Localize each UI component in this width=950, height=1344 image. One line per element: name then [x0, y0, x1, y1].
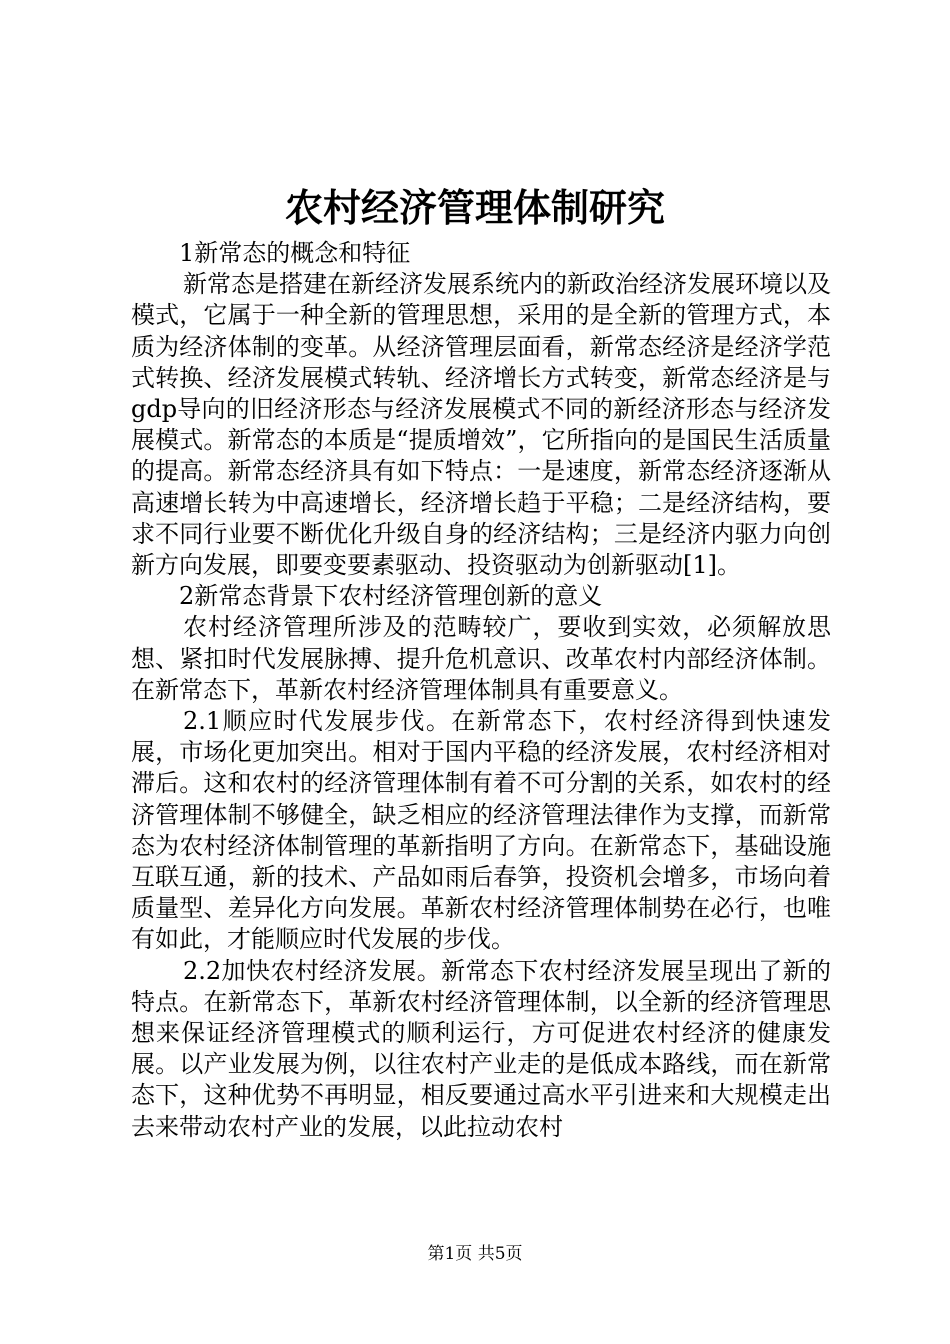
paragraph-management-significance: 农村经济管理所涉及的范畴较广，要收到实效，必须解放思想、紧扣时代发展脉搏、提升危机意识、改革农村内部经济体制。在新常态下，革新农村经济管理体制具有重要意义。: [131, 613, 831, 704]
paragraph-2-2: 2.2加快农村经济发展。新常态下农村经济发展呈现出了新的特点。在新常态下，革新农村经济管理体制，以全新的经济管理思想来保证经济管理模式的顺利运行，方可促进农村经济的健康发展。以产业发展为例，以往农村产业走的是低成本路线，而在新常态下，这种优势不再明显，相反要通过高水平引进来和大规模走出去来带动农村产业的发展，以此拉动农村: [131, 956, 831, 1141]
document-title: 农村经济管理体制研究: [284, 185, 665, 230]
document-body: [131, 238, 831, 1143]
paragraph-new-normal-concept: 新常态是搭建在新经济发展系统内的新政治经济发展环境以及模式，它属于一种全新的管理思想，采用的是全新的管理方式，本质为经济体制的变革。从经济管理层面看，新常态经济是经济学范式转换、经济发展模式转轨、经济增长方式转变，新常态经济是与gdp导向的旧经济形态与经济发展模式不同的新经济形态与经济发展模式。新常态的本质是“提质增效”，它所指向的是国民生活质量的提高。新常态经济具有如下特点：一是速度，新常态经济逐渐从高速增长转为中高速增长，经济增长趋于平稳；二是经济结构，要求不同行业要不断优化升级自身的经济结构；三是经济内驱力向创新方向发展，即要变要素驱动、投资驱动为创新驱动[1]。: [131, 270, 831, 580]
section-heading-1: 1新常态的概念和特征: [179, 239, 411, 267]
paragraph-2-1: 2.1顺应时代发展步伐。在新常态下，农村经济得到快速发展，市场化更加突出。相对于国内平稳的经济发展，农村经济相对滞后。这和农村的经济管理体制有着不可分割的关系，如农村的经济管理体制不够健全，缺乏相应的经济管理法律作为支撑，而新常态为农村经济体制管理的革新指明了方向。在新常态下，基础设施互联互通，新的技术、产品如雨后春笋，投资机会增多，市场向着质量型、差异化方向发展。革新农村经济管理体制势在必行，也唯有如此，才能顺应时代发展的步伐。: [131, 707, 831, 954]
page-footer: 第1页 共5页: [427, 1244, 523, 1264]
section-heading-2: 2新常态背景下农村经济管理创新的意义: [179, 582, 603, 611]
